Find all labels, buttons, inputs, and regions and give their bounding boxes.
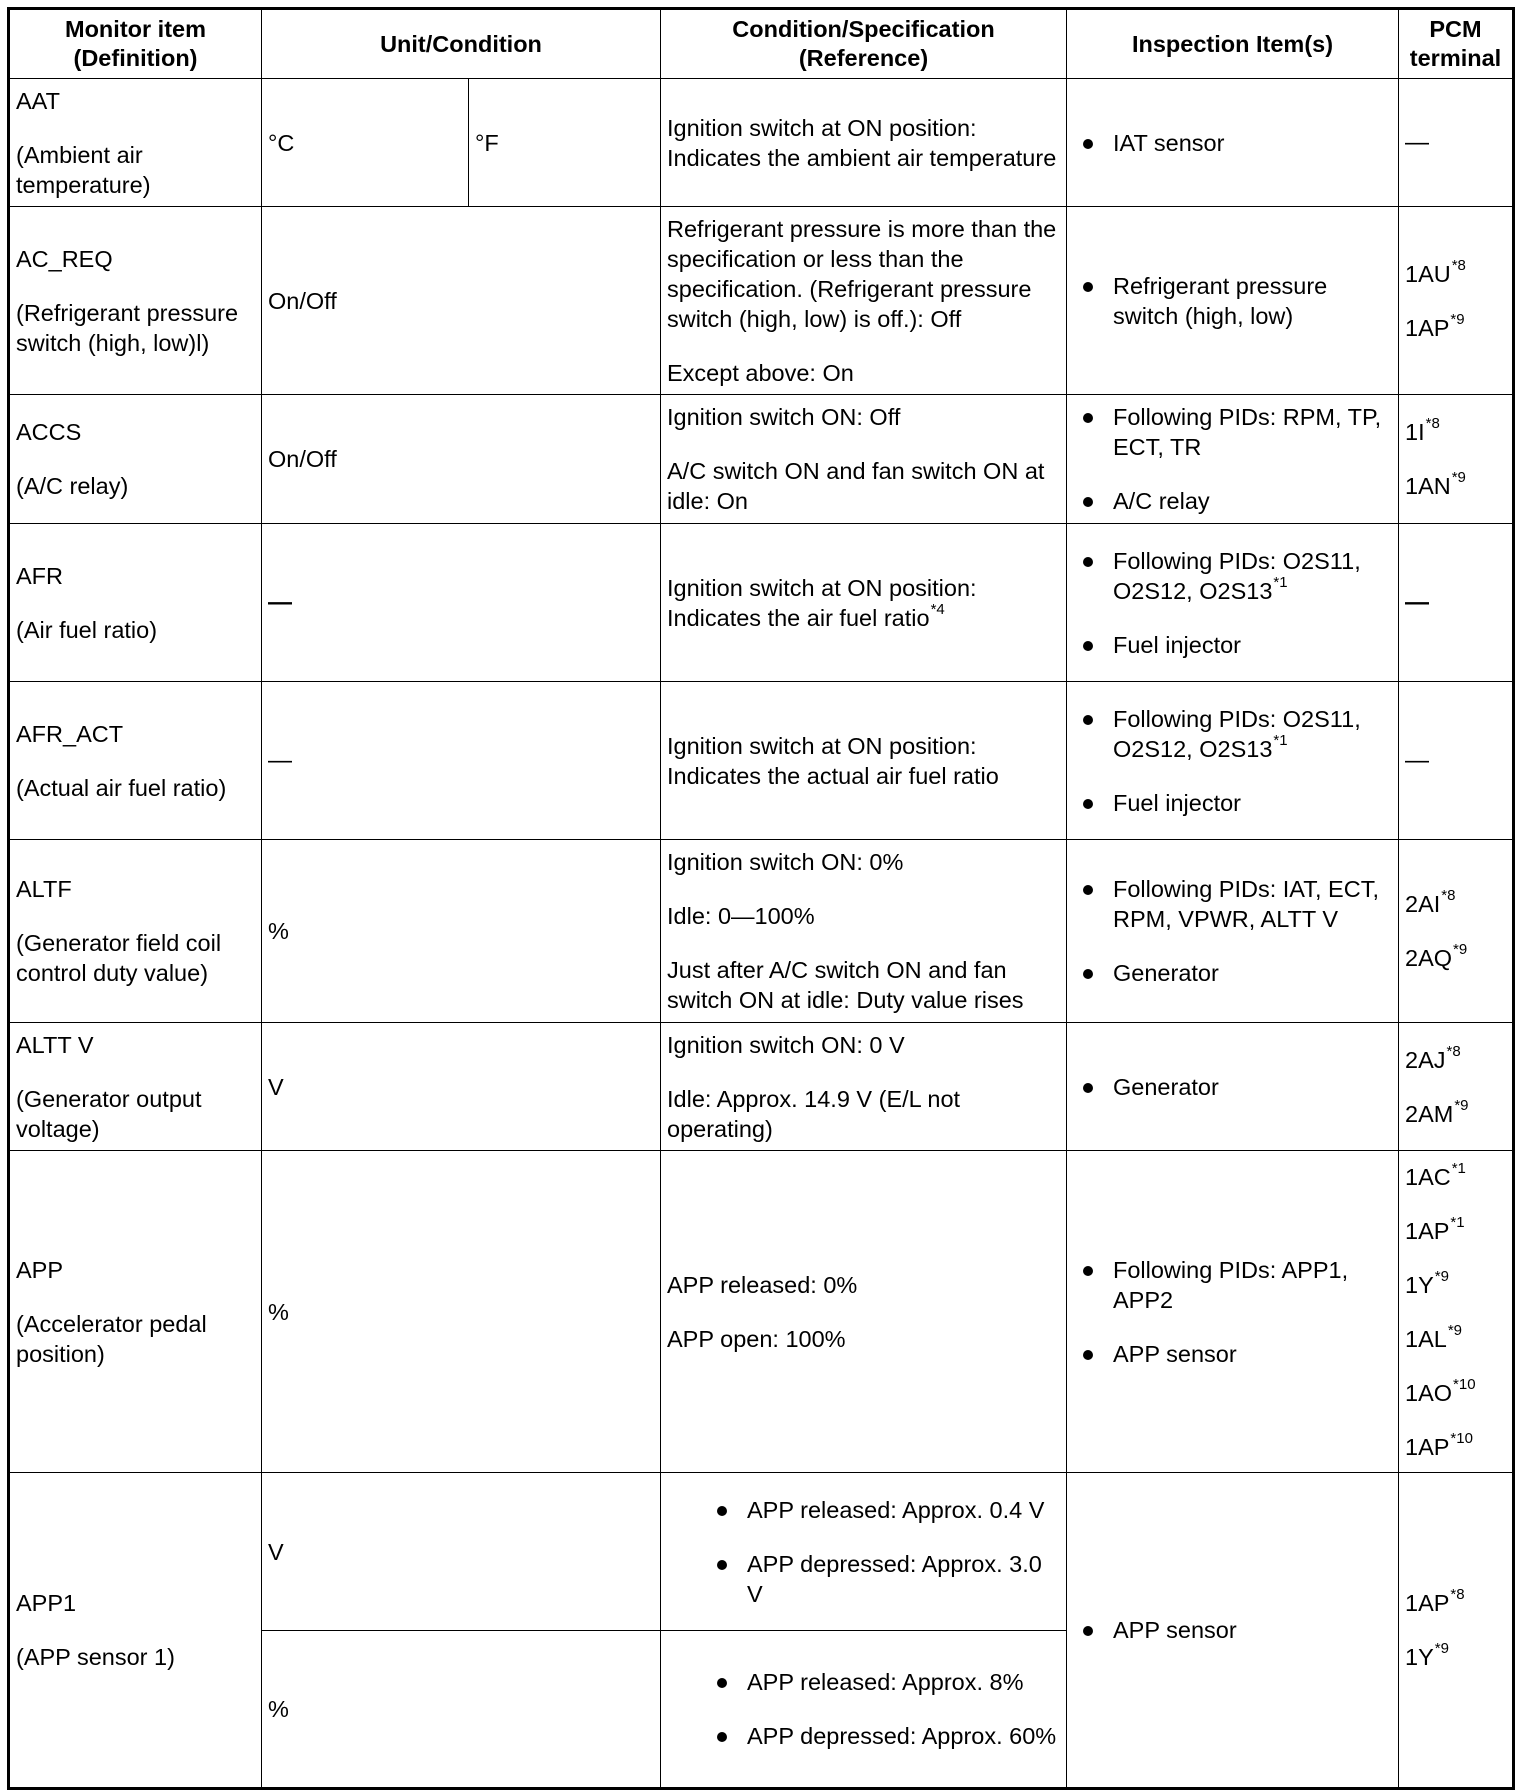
- list-item: Following PIDs: O2S11, O2S12, O2S13$^{*1}$: [1113, 704, 1392, 764]
- monitor-spec-table: [7, 7, 1515, 1790]
- monitor-item-cell: [9, 79, 262, 207]
- monitor-item-definition: (Air fuel ratio): [16, 616, 158, 643]
- list-item: A/C relay: [1113, 486, 1392, 516]
- inspection-cell: [1067, 1151, 1399, 1473]
- pcm-cell: 1AU$^{*8}$ 1AP$^{*9}$: [1399, 207, 1514, 395]
- monitor-item-definition: (Ambient air temperature): [16, 141, 151, 198]
- pcm-cell: 1AC$^{*1}$ 1AP$^{*1}$ $1Y^{*9}$ 1AL$^{*9}$ 1AO$^{*10}$ 1AP$^{*10}$: [1399, 1151, 1514, 1473]
- header-row: [9, 9, 1514, 79]
- inspection-cell: [1067, 395, 1399, 524]
- list-item: Following PIDs: O2S11, O2S12, O2S13$^{*1}$: [1113, 546, 1392, 606]
- pcm-cell: 2AI$^{*8}$ 2AQ$^{*9}$: [1399, 840, 1514, 1023]
- pcm-cell: —: [1399, 79, 1514, 207]
- inspection-cell: [1067, 1473, 1399, 1789]
- monitor-item-definition: (Accelerator pedal position): [16, 1310, 207, 1367]
- inspection-cell: [1067, 207, 1399, 395]
- list-item: APP released: Approx. 0.4 V: [747, 1495, 1060, 1525]
- unit-cell: On/Off: [262, 395, 661, 524]
- unit-cell: On/Off: [262, 207, 661, 395]
- monitor-item-name: ACCS: [16, 419, 82, 445]
- monitor-item-name: AFR: [16, 562, 63, 589]
- header-unit-condition: Unit/Condition: [262, 9, 661, 79]
- monitor-item-definition: (Actual air fuel ratio): [16, 774, 227, 801]
- list-item: IAT sensor: [1113, 128, 1392, 158]
- monitor-item-name: AFR_ACT: [16, 720, 124, 747]
- table-row-app: [9, 1151, 1514, 1473]
- inspection-cell: [1067, 524, 1399, 682]
- header-condition-spec: Condition/Specification (Reference): [661, 9, 1067, 79]
- list-item: APP sensor: [1113, 1339, 1392, 1369]
- pcm-cell: —: [1399, 524, 1514, 682]
- unit-cell: %: [262, 1631, 661, 1789]
- header-pcm-terminal: PCM terminal: [1399, 9, 1514, 79]
- spec-cell: APP released: 0% APP open: 100%: [661, 1151, 1067, 1473]
- list-item: Refrigerant pressure switch (high, low): [1113, 271, 1392, 331]
- unit-cell: —: [262, 524, 661, 682]
- list-item: Following PIDs: RPM, TP, ECT, TR: [1113, 402, 1392, 462]
- pcm-cell: $1I^{*8}$ 1AN$^{*9}$: [1399, 395, 1514, 524]
- monitor-item-cell: [9, 1023, 262, 1151]
- list-item: APP released: Approx. 8%: [747, 1667, 1060, 1697]
- spec-cell: Ignition switch ON: Off A/C switch ON and fan switch ON at idle: On: [661, 395, 1067, 524]
- list-item: Generator: [1113, 1072, 1392, 1102]
- monitor-item-name: APP1: [16, 1590, 77, 1616]
- list-item: Following PIDs: IAT, ECT, RPM, VPWR, ALTT V: [1113, 874, 1392, 934]
- monitor-item-cell: [9, 840, 262, 1023]
- unit-cell: V: [262, 1473, 661, 1631]
- table-row-app1-volts: [9, 1473, 1514, 1631]
- monitor-item-cell: [9, 207, 262, 395]
- list-item: Fuel injector: [1113, 630, 1392, 660]
- spec-cell: Refrigerant pressure is more than the specification or less than the specification. (Refrigerant pressure switch (high, low) is off.): Off Except above: On: [661, 207, 1067, 395]
- inspection-cell: [1067, 79, 1399, 207]
- list-item: Following PIDs: APP1, APP2: [1113, 1255, 1392, 1315]
- table-row-afr: [9, 524, 1514, 682]
- unit-fahrenheit: °F: [469, 79, 661, 207]
- spec-cell: Ignition switch ON: 0 V Idle: Approx. 14.9 V (E/L not operating): [661, 1023, 1067, 1151]
- pcm-cell: —: [1399, 682, 1514, 840]
- spec-cell: Ignition switch at ON position: Indicates the actual air fuel ratio: [661, 682, 1067, 840]
- table-row-aat: [9, 79, 1514, 207]
- list-item: APP sensor: [1113, 1615, 1392, 1645]
- monitor-item-cell: [9, 682, 262, 840]
- monitor-item-definition: (APP sensor 1): [16, 1644, 175, 1670]
- monitor-item-cell: [9, 1473, 262, 1789]
- monitor-item-definition: (A/C relay): [16, 473, 129, 499]
- monitor-item-definition: (Generator field coil control duty value): [16, 930, 222, 986]
- spec-cell: Ignition switch ON: 0% Idle: 0—100% Just after A/C switch ON and fan switch ON at idle: Duty value rises: [661, 840, 1067, 1023]
- monitor-item-name: AC_REQ: [16, 245, 113, 272]
- monitor-item-name: APP: [16, 1256, 64, 1283]
- header-inspection-items: Inspection Item(s): [1067, 9, 1399, 79]
- monitor-item-definition: (Refrigerant pressure switch (high, low)l): [16, 299, 239, 356]
- spec-cell: Ignition switch at ON position: Indicates the air fuel ratio$^{*4}$: [661, 524, 1067, 682]
- table-row-ac-req: [9, 207, 1514, 395]
- monitor-item-cell: [9, 395, 262, 524]
- pcm-cell: 2AJ$^{*8}$ 2AM$^{*9}$: [1399, 1023, 1514, 1151]
- spec-cell: [661, 1631, 1067, 1789]
- monitor-item-name: ALTF: [16, 876, 72, 902]
- table-row-accs: [9, 395, 1514, 524]
- list-item: APP depressed: Approx. 60%: [747, 1721, 1060, 1751]
- unit-cell: %: [262, 840, 661, 1023]
- table-row-altt-v: [9, 1023, 1514, 1151]
- spec-cell: Ignition switch at ON position: Indicates the ambient air temperature: [661, 79, 1067, 207]
- list-item: APP depressed: Approx. 3.0 V: [747, 1549, 1060, 1609]
- inspection-cell: [1067, 1023, 1399, 1151]
- monitor-item-name: ALTT V: [16, 1031, 94, 1058]
- inspection-cell: [1067, 840, 1399, 1023]
- list-item: Generator: [1113, 958, 1392, 988]
- spec-cell: [661, 1473, 1067, 1631]
- monitor-item-definition: (Generator output voltage): [16, 1085, 202, 1142]
- monitor-item-name: AAT: [16, 87, 60, 114]
- table-row-afr-act: [9, 682, 1514, 840]
- table-row-altf: [9, 840, 1514, 1023]
- monitor-item-cell: [9, 1151, 262, 1473]
- unit-cell: %: [262, 1151, 661, 1473]
- header-monitor-item: Monitor item (Definition): [9, 9, 262, 79]
- unit-cell: V: [262, 1023, 661, 1151]
- pcm-cell: 1AP$^{*8}$ $1Y^{*9}$: [1399, 1473, 1514, 1789]
- inspection-cell: [1067, 682, 1399, 840]
- monitor-item-cell: [9, 524, 262, 682]
- unit-cell: —: [262, 682, 661, 840]
- list-item: Fuel injector: [1113, 788, 1392, 818]
- unit-celsius: °C: [262, 79, 469, 207]
